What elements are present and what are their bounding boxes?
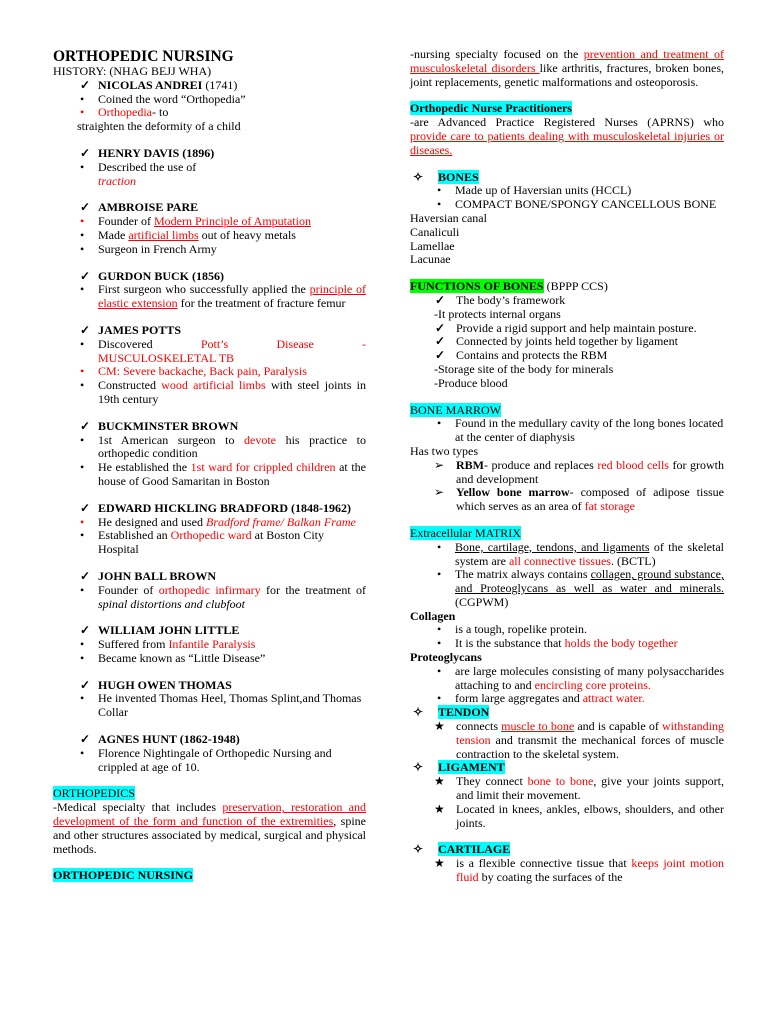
- bullet-icon: •: [80, 214, 85, 229]
- list-item: • Described the use of traction: [80, 159, 197, 188]
- bullet-icon: •: [80, 282, 85, 297]
- list-item: ★ connects muscle to bone and is capable of withstanding tension and transmit the mechanical forces of muscle contraction to the skeletal system.: [434, 719, 724, 761]
- diamond-icon: ✧: [413, 842, 424, 857]
- list-item: • Found in the medullary cavity of the long bones located at the center of diaphysis: [437, 416, 724, 445]
- list-item: • Founder of Modern Principle of Amputation: [80, 214, 311, 229]
- bullet-icon: •: [437, 622, 442, 637]
- check-icon: ✓: [80, 732, 91, 747]
- list-item: ➢ RBM- produce and replaces red blood cells for growth and development: [434, 457, 724, 486]
- orthopedics-definition: -Medical specialty that includes preservation, restoration and development of the form and function of the extremities, spine and other structures associated by medical, surgical and physical methods.: [53, 800, 366, 856]
- list-item: • 1st American surgeon to devote his practice to orthopedic condition: [80, 432, 367, 461]
- buck-name: ✓ GURDON BUCK (1856): [80, 268, 224, 283]
- orthopedics-heading: ORTHOPEDICS: [53, 786, 135, 801]
- list-item: • form large aggregates and attract water.: [437, 691, 645, 706]
- arrow-icon: ➢: [434, 457, 445, 472]
- bullet-icon: •: [80, 432, 85, 447]
- bullet-icon: •: [80, 336, 85, 351]
- check-icon: ✓: [435, 348, 446, 363]
- list-item: • COMPACT BONE/SPONGY CANCELLOUS BONE: [437, 197, 717, 212]
- bullet-icon: •: [80, 91, 85, 106]
- star-icon: ★: [434, 774, 445, 789]
- list-item: • He invented Thomas Heel, Thomas Splint,and Thomas Collar: [80, 691, 362, 720]
- check-icon: ✓: [80, 623, 91, 638]
- diamond-icon: ✧: [413, 705, 424, 720]
- check-icon: ✓: [80, 200, 91, 215]
- davis-name: ✓ HENRY DAVIS (1896): [80, 145, 215, 160]
- list-item: • are large molecules consisting of many polysaccharides attaching to and encircling core proteins.: [437, 663, 724, 692]
- star-icon: ★: [434, 719, 445, 734]
- list-item: ➢ Yellow bone marrow- composed of adipose tissue which serves as an area of fat storage: [434, 485, 724, 514]
- check-icon: ✓: [80, 418, 91, 433]
- arrow-icon: ➢: [434, 485, 445, 500]
- bullet-icon: •: [80, 227, 85, 242]
- list-item: ★ Located in knees, ankles, elbows, shoulders, and other joints.: [434, 801, 724, 830]
- star-icon: ★: [434, 801, 445, 816]
- andrei-name: ✓ NICOLAS ANDREI (1741): [80, 77, 238, 92]
- bullet-icon: •: [80, 582, 85, 597]
- check-icon: ✓: [435, 334, 446, 349]
- bullet-icon: •: [80, 745, 85, 760]
- list-item: ✓ The body’s framework: [435, 292, 566, 307]
- bullet-icon: •: [80, 528, 85, 543]
- list-item: • First surgeon who successfully applied the principle of elastic extension for the treatment of fracture femur: [80, 282, 366, 311]
- list-item: • It is the substance that holds the body together: [437, 636, 678, 651]
- list-item: • Orthopedia- to: [80, 105, 169, 120]
- pare-name: ✓ AMBROISE PARE: [80, 200, 199, 215]
- bullet-icon: •: [80, 105, 85, 120]
- list-item: • Became known as “Little Disease”: [80, 650, 266, 665]
- check-icon: ✓: [80, 145, 91, 160]
- document-title: ORTHOPEDIC NURSING: [53, 48, 234, 65]
- right-column: [410, 48, 724, 885]
- check-icon: ✓: [80, 322, 91, 337]
- list-item: • is a tough, ropelike protein.: [437, 622, 587, 637]
- bullet-icon: •: [80, 514, 85, 529]
- list-item: • Coined the word “Orthopedia”: [80, 91, 246, 106]
- bullet-icon: •: [80, 241, 85, 256]
- check-icon: ✓: [80, 568, 91, 583]
- list-item: • Florence Nightingale of Orthopedic Nursing and crippled at age of 10.: [80, 745, 332, 774]
- bullet-icon: •: [437, 197, 442, 212]
- proteoglycans-heading: Proteoglycans: [410, 650, 482, 665]
- buckminster-name: ✓ BUCKMINSTER BROWN: [80, 418, 239, 433]
- bullet-icon: •: [437, 636, 442, 651]
- diamond-icon: ✧: [413, 169, 424, 184]
- list-item: • Made artificial limbs out of heavy metals: [80, 227, 296, 242]
- bones-line: Lacunae: [410, 252, 451, 267]
- bones-line: Canaliculi: [410, 224, 460, 239]
- bullet-icon: •: [437, 539, 442, 554]
- list-item: • The matrix always contains collagen, ground substance, and Proteoglycans as well as water and minerals. (CGPWM): [437, 567, 725, 609]
- list-item: • Bone, cartilage, tendons, and ligaments of the skeletal system are all connective tissues. (BCTL): [437, 539, 724, 568]
- bullet-icon: •: [437, 183, 442, 198]
- list-item: ★ They connect bone to bone, give your joints support, and limit their movement.: [434, 774, 725, 803]
- bullet-icon: •: [80, 364, 85, 379]
- star-icon: ★: [434, 856, 445, 871]
- collagen-heading: Collagen: [410, 608, 456, 623]
- check-icon: ✓: [435, 292, 446, 307]
- check-icon: ✓: [80, 500, 91, 515]
- check-icon: ✓: [80, 677, 91, 692]
- nursing-definition: -nursing specialty focused on the prevention and treatment of musculoskeletal disorders like arthritis, fractures, broken bones, joint replacements, genetic malformations and osteoporosis.: [410, 47, 724, 89]
- bullet-icon: •: [437, 663, 442, 678]
- functions-line: -Storage site of the body for minerals: [434, 361, 614, 376]
- functions-line: -It protects internal organs: [434, 306, 561, 321]
- functions-line: -Produce blood: [434, 375, 508, 390]
- potts-name: ✓ JAMES POTTS: [80, 322, 182, 337]
- list-item: • He established the 1st ward for crippled children at the house of Good Samaritan in Boston: [80, 460, 366, 488]
- list-item: • CM: Severe backache, Back pain, Paralysis: [80, 364, 307, 379]
- list-item: • Made up of Haversian units (HCCL): [437, 183, 632, 198]
- list-item: • He designed and used Bradford frame/ Balkan Frame: [80, 514, 356, 529]
- orthopedic-nursing-heading: ORTHOPEDIC NURSING: [53, 868, 193, 883]
- andrei-continuation: straighten the deformity of a child: [77, 119, 241, 134]
- list-item: • Discovered Pott’s Disease - MUSCULOSKELETAL TB: [80, 336, 366, 365]
- bullet-icon: •: [80, 159, 85, 174]
- john-ball-brown-name: ✓ JOHN BALL BROWN: [80, 568, 217, 583]
- history-line: HISTORY: (NHAG BEJJ WHA): [53, 64, 212, 78]
- list-item: • Suffered from Infantile Paralysis: [80, 637, 256, 652]
- list-item: • Established an Orthopedic ward at Boston City Hospital: [80, 528, 324, 557]
- functions-heading: FUNCTIONS OF BONES (BPPP CCS): [410, 279, 608, 294]
- hunt-name: ✓ AGNES HUNT (1862-1948): [80, 732, 240, 747]
- onp-definition: -are Advanced Practice Registered Nurses (APRNS) who provide care to patients dealing with musculoskeletal injuries or diseases.: [410, 115, 724, 157]
- bones-line: Haversian canal: [410, 210, 487, 225]
- list-item: • Constructed wood artificial limbs with steel joints in 19th century: [80, 378, 366, 406]
- list-item: • Surgeon in French Army: [80, 241, 217, 256]
- bullet-icon: •: [80, 460, 85, 475]
- left-column: [53, 48, 366, 883]
- check-icon: ✓: [80, 268, 91, 283]
- list-item: ✓ Connected by joints held together by ligament: [435, 334, 678, 349]
- bone-marrow-heading: BONE MARROW: [410, 402, 502, 417]
- check-icon: ✓: [80, 77, 91, 92]
- bullet-icon: •: [437, 416, 442, 431]
- cartilage-heading: ✧ CARTILAGE: [413, 842, 511, 857]
- onp-heading: Orthopedic Nurse Practitioners: [410, 101, 572, 116]
- check-icon: ✓: [435, 320, 446, 335]
- bones-heading: ✧ BONES: [413, 169, 479, 184]
- marrow-types: Has two types: [410, 443, 478, 458]
- bullet-icon: •: [80, 378, 85, 393]
- thomas-name: ✓ HUGH OWEN THOMAS: [80, 677, 232, 692]
- tendon-heading: ✧ TENDON: [413, 705, 490, 720]
- bones-line: Lamellae: [410, 238, 455, 253]
- bullet-icon: •: [80, 637, 85, 652]
- bullet-icon: •: [80, 691, 85, 706]
- list-item: ★ is a flexible connective tissue that keeps joint motion fluid by coating the surfaces of the: [434, 856, 725, 885]
- list-item: ✓ Contains and protects the RBM: [435, 348, 608, 363]
- list-item: • Founder of orthopedic infirmary for the treatment of spinal distortions and clubfoot: [80, 582, 366, 611]
- bullet-icon: •: [437, 567, 442, 582]
- little-name: ✓ WILLIAM JOHN LITTLE: [80, 623, 240, 638]
- ligament-heading: ✧ LIGAMENT: [413, 760, 505, 775]
- list-item: ✓ Provide a rigid support and help maintain posture.: [435, 320, 697, 335]
- bullet-icon: •: [80, 650, 85, 665]
- matrix-heading: Extracellular MATRIX: [410, 525, 521, 540]
- bullet-icon: •: [437, 691, 442, 706]
- diamond-icon: ✧: [413, 760, 424, 775]
- bradford-name: ✓ EDWARD HICKLING BRADFORD (1848-1962): [80, 500, 352, 515]
